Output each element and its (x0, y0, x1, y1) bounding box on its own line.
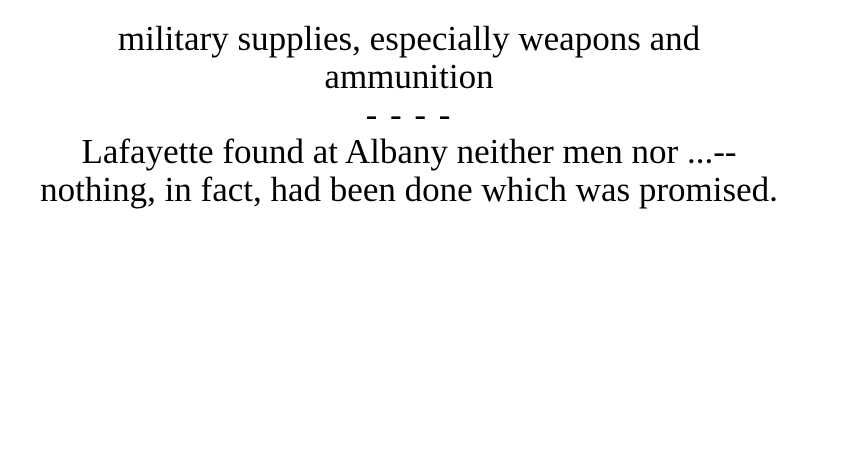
separator: - - - - (365, 94, 453, 134)
example-sentence: Lafayette found at Albany neither men nor ...-- nothing, in fact, had been done which was promised. (40, 132, 778, 210)
flashcard (0, 20, 818, 209)
definition-text: military supplies, especially weapons and ammunition (117, 19, 701, 96)
